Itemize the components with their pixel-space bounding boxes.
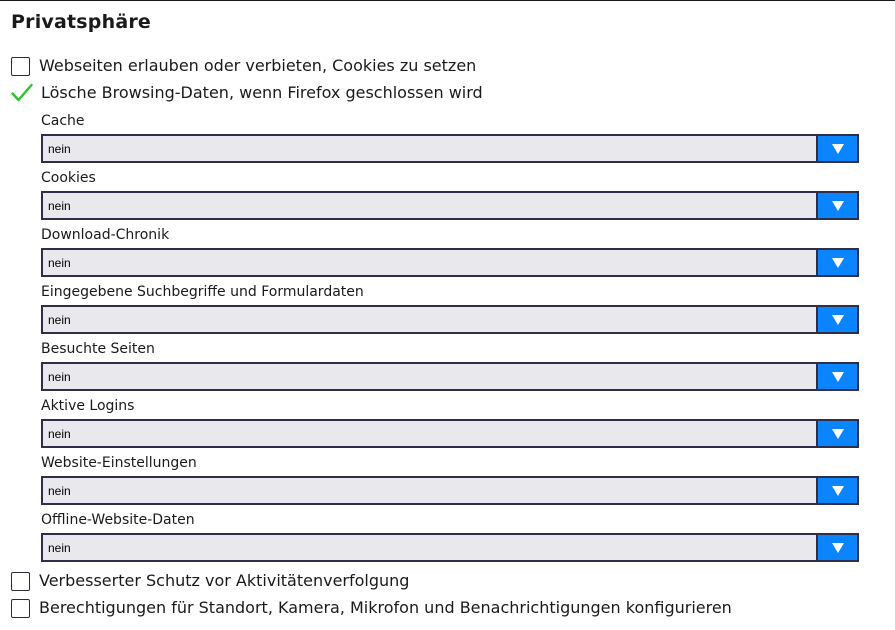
offline-data-select[interactable]	[41, 533, 859, 562]
clear-on-close-checkbox[interactable]	[11, 82, 33, 104]
site-settings-select[interactable]	[41, 476, 859, 505]
tracking-protection-checkbox[interactable]	[11, 572, 30, 591]
cookies-select-value: nein	[48, 198, 71, 213]
triangle-down-icon	[831, 485, 845, 497]
visited-pages-select-value: nein	[48, 369, 71, 384]
checkmark-icon	[11, 83, 33, 103]
active-logins-dropdown-button[interactable]	[816, 421, 857, 446]
download-history-select[interactable]	[41, 248, 859, 277]
active-logins-select[interactable]	[41, 419, 859, 448]
permissions-checkbox[interactable]	[11, 599, 30, 618]
cookies-option-row[interactable]	[11, 55, 476, 77]
triangle-down-icon	[831, 257, 845, 269]
cookies-select[interactable]	[41, 191, 859, 220]
permissions-row[interactable]	[11, 597, 732, 619]
cache-select[interactable]	[41, 134, 859, 163]
offline-data-select-value: nein	[48, 540, 71, 555]
site-settings-select-value: nein	[48, 483, 71, 498]
triangle-down-icon	[831, 371, 845, 383]
form-data-dropdown-button[interactable]	[816, 307, 857, 332]
triangle-down-icon	[831, 542, 845, 554]
cookies-label: Cookies	[41, 170, 96, 186]
download-history-label: Download-Chronik	[41, 227, 170, 243]
offline-data-dropdown-button[interactable]	[816, 535, 857, 560]
offline-data-label: Offline-Website-Daten	[41, 512, 195, 528]
site-settings-label: Website-Einstellungen	[41, 455, 197, 471]
site-settings-dropdown-button[interactable]	[816, 478, 857, 503]
triangle-down-icon	[831, 314, 845, 326]
tracking-protection-label[interactable]: Verbesserter Schutz vor Aktivitätenverfolgung	[39, 571, 410, 590]
form-data-label: Eingegebene Suchbegriffe und Formulardaten	[41, 284, 364, 300]
cache-dropdown-button[interactable]	[816, 136, 857, 161]
active-logins-select-value: nein	[48, 426, 71, 441]
section-title: Privatsphäre	[11, 11, 152, 33]
triangle-down-icon	[831, 143, 845, 155]
form-data-select[interactable]	[41, 305, 859, 334]
visited-pages-label: Besuchte Seiten	[41, 341, 155, 357]
cookies-option-checkbox[interactable]	[11, 57, 30, 76]
clear-on-close-label[interactable]: Lösche Browsing-Daten, wenn Firefox geschlossen wird	[41, 83, 483, 102]
tracking-protection-row[interactable]	[11, 570, 409, 592]
cookies-dropdown-button[interactable]	[816, 193, 857, 218]
active-logins-label: Aktive Logins	[41, 398, 135, 414]
form-data-select-value: nein	[48, 312, 71, 327]
visited-pages-dropdown-button[interactable]	[816, 364, 857, 389]
triangle-down-icon	[831, 200, 845, 212]
cache-select-value: nein	[48, 141, 71, 156]
top-divider	[0, 0, 895, 1]
download-history-dropdown-button[interactable]	[816, 250, 857, 275]
permissions-label[interactable]: Berechtigungen für Standort, Kamera, Mikrofon und Benachrichtigungen konfigurieren	[39, 598, 732, 617]
cookies-option-label[interactable]: Webseiten erlauben oder verbieten, Cookies zu setzen	[39, 56, 477, 75]
clear-on-close-row[interactable]	[11, 82, 483, 104]
cache-label: Cache	[41, 113, 85, 129]
triangle-down-icon	[831, 428, 845, 440]
download-history-select-value: nein	[48, 255, 71, 270]
visited-pages-select[interactable]	[41, 362, 859, 391]
